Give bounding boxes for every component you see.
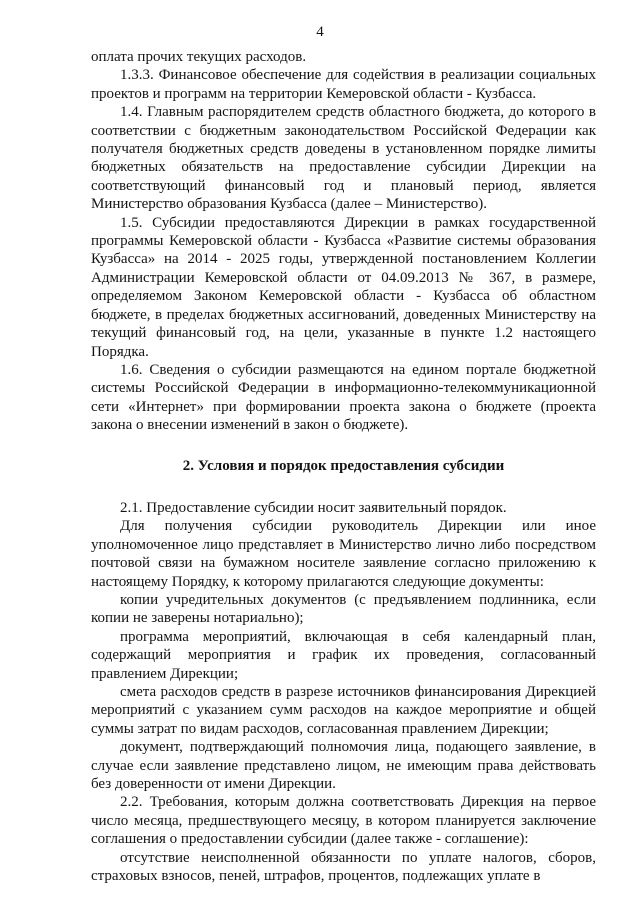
paragraph: 2.1. Предоставление субсидии носит заявительный порядок. bbox=[120, 499, 507, 516]
paragraph: документ, подтверждающий полномочия лица, подающего заявление, в случае если заявление представлено лицом, не имеющим права действовать без доверенности от имени Дирекции. bbox=[91, 739, 596, 793]
paragraph: отсутствие неисполненной обязанности по уплате налогов, сборов, страховых взносов, пеней, штрафов, процентов, подлежащих уплате в bbox=[91, 849, 596, 885]
section-heading: 2. Условия и порядок предоставления субсидии bbox=[182, 457, 505, 474]
paragraph: смета расходов средств в разрезе источников финансирования Дирекцией мероприятий с указанием сумм расходов на каждое мероприятие и общей суммы затрат по видам расходов, согласованная правлением Дирекции; bbox=[91, 684, 596, 737]
paragraph: 1.4. Главным распорядителем средств областного бюджета, до которого в соответствии с бюджетным законодательством Российской Федерации как получателя бюджетных средств доведены в установленном порядке лимиты бюджетных обязательств на предоставление субсидии Дирекции на соответствующий финансовый год и плановый период, является Министерство образования Кузбасса (далее – Министерство). bbox=[91, 104, 596, 213]
page-number: 4 bbox=[316, 24, 324, 40]
document-body bbox=[91, 48, 596, 885]
paragraph: копии учредительных документов (с предъявлением подлинника, если копии не заверены нотариально); bbox=[91, 591, 596, 627]
paragraph: Для получения субсидии руководитель Дирекции или иное уполномоченное лицо представляет в Министерство лично либо посредством почтовой связи на бумажном носителе заявление согласно приложению к настоящему Порядку, к которому прилагаются следующие документы: bbox=[91, 518, 596, 590]
paragraph: 2.2. Требования, которым должна соответствовать Дирекция на первое число месяца, предшествующего месяцу, в котором планируется заключение соглашения о предоставлении субсидии (далее также - соглашение): bbox=[91, 794, 596, 848]
paragraph: оплата прочих текущих расходов. bbox=[91, 49, 307, 65]
paragraph: 1.6. Сведения о субсидии размещаются на едином портале бюджетной системы Российской Федерации в информационно-телекоммуникационной сети «Интернет» при формировании проекта закона о бюджете (проекта закона о внесении изменений в закон о бюджете). bbox=[91, 361, 596, 434]
paragraph: программа мероприятий, включающая в себя календарный план, содержащий мероприятия и график их проведения, согласованный правлением Дирекции; bbox=[91, 628, 596, 682]
paragraph: 1.5. Субсидии предоставляются Дирекции в рамках государственной программы Кемеровской области - Кузбасса «Развитие системы образования Кузбасса» на 2014 - 2025 годы, утвержденной постановлением Коллегии Администрации Кемеровской области от 04.09.2013 № 367, в размере, определяемом Законом Кемеровской области - Кузбасса об областном бюджете, в пределах бюджетных ассигнований, доведенных Министерству на текущий финансовый год, на цели, указанные в пункте 1.2 настоящего Порядка. bbox=[91, 214, 596, 360]
paragraph: 1.3.3. Финансовое обеспечение для содействия в реализации социальных проектов и программ на территории Кемеровской области - Кузбасса. bbox=[91, 67, 596, 102]
